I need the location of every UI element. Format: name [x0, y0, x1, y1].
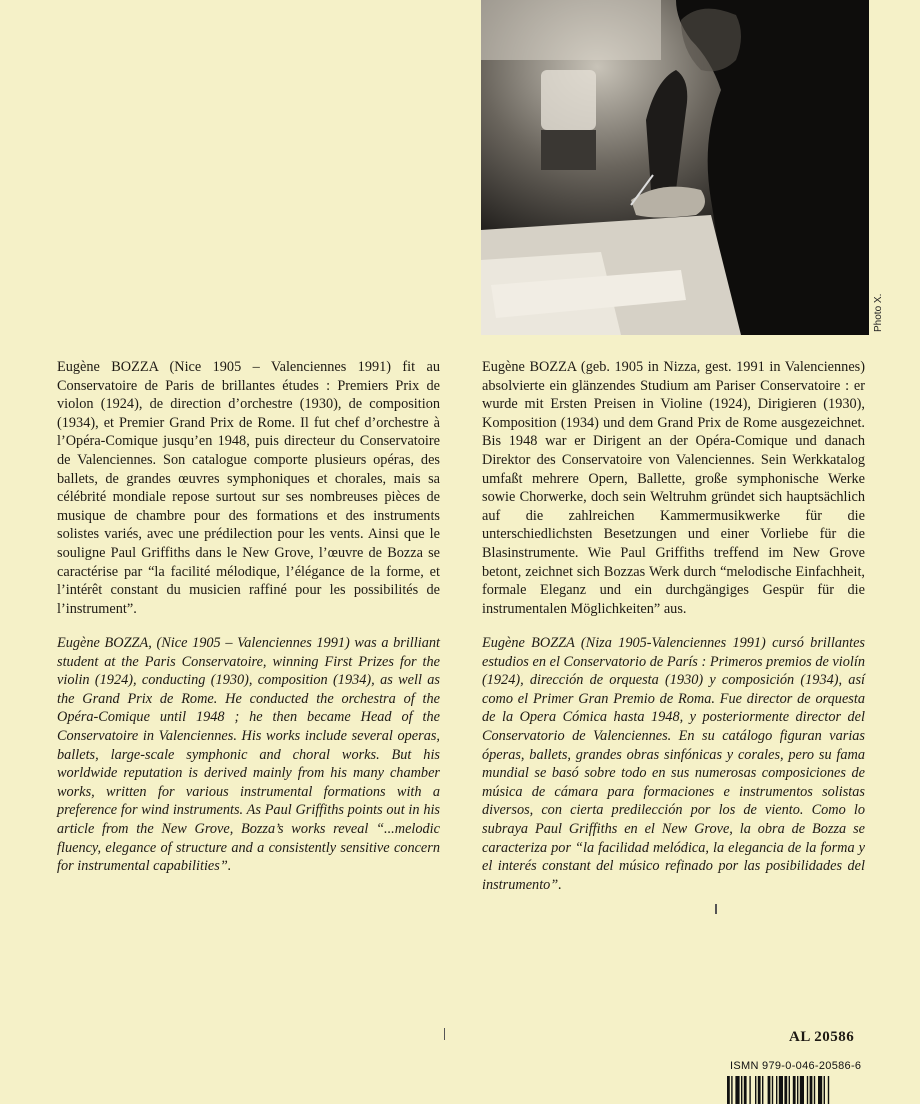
- barcode-bar: [779, 1076, 783, 1104]
- biography-german: [482, 358, 865, 618]
- barcode-bar: [814, 1076, 815, 1104]
- portrait-photo: [481, 0, 869, 335]
- photo-credit: Photo X.: [873, 293, 884, 332]
- barcode-bar: [762, 1076, 763, 1104]
- barcode-bar: [828, 1076, 829, 1104]
- print-mark: [715, 904, 717, 914]
- barcode-bar: [731, 1076, 732, 1104]
- biography-english-text: Eugène BOZZA, (Nice 1905 – Valenciennes 1991) was a brilliant student at the Paris Conservatoire, winning First Prizes for the violin (1924), conducting (1930), composition (1934), as well as the Grand Prix de Rome. He conducted the orchestra of the Opéra-Comique until 1948 ; he then became Head of the Conservatoire in Valenciennes. His works include several operas, ballets, large-scale symphonic and choral works. But his worldwide reputation is derived mainly from his many chamber works, written for various instrumental formations with a preference for wind instruments. As Paul Griffiths points out in his article from the New Grove, Bozza’s works reveal “...melodic fluency, elegance of structure and a consistently sensitive concern for instrumental capabilities”.: [57, 635, 440, 875]
- biography-french-text: Eugène BOZZA (Nice 1905 – Valenciennes 1991) fit au Conservatoire de Paris de brillantes études : Premiers Prix de violon (1924), de direction d’orchestre (1930), de composition (1934), et Premier Grand Prix de Rome. Il fut chef d’orchestre à l’Opéra-Comique jusqu’en 1948, puis directeur du Conservatoire de Valenciennes. Son catalogue comporte plusieurs opéras, des ballets, de grandes œuvres symphoniques et chorales, mais sa célébrité mondiale repose surtout sur ses nombreuses pièces de musique de chambre pour des formations et des instruments solistes variés, avec une prédilection pour les vents. Ainsi que le souligne Paul Griffiths dans le New Grove, l’œuvre de Bozza se caractérise par “la facilité mélodique, l’élégance de la forme, et l’intérêt constant du musicien raffiné pour les possibilités de l’instrument”.: [57, 359, 440, 617]
- barcode: [727, 1076, 877, 1104]
- isbn-label: ISMN 979-0-046-20586-6: [730, 1060, 862, 1072]
- barcode-bar: [789, 1076, 790, 1104]
- biography-spanish: [482, 634, 865, 894]
- barcode-bar: [768, 1076, 771, 1104]
- barcode-bar: [755, 1076, 756, 1104]
- barcode-bar: [807, 1076, 808, 1104]
- catalog-number: AL 20586: [789, 1029, 855, 1045]
- barcode-bar: [758, 1076, 761, 1104]
- portrait-illustration: [481, 0, 869, 335]
- biography-french: [57, 358, 440, 618]
- barcode-bar: [741, 1076, 742, 1104]
- barcode-bar: [744, 1076, 747, 1104]
- barcode-bar: [772, 1076, 773, 1104]
- biography-spanish-text: Eugène BOZZA (Niza 1905-Valenciennes 1991) cursó brillantes estudios en el Conservatorio de París : Primeros premios de violín (1924), dirección de orquesta (1930) y composición (1934), así como el Primer Gran Premio de Roma. Fue director de orquesta de la Opera Cómica hasta 1948, y posteriormente director del Conservatorio de Valenciennes. En su catálogo figuran varias óperas, ballets, grandes obras sinfónicas y corales, pero su fama mundial se basó sobre todo en sus numerosas composiciones de música de cámara para formaciones e instrumentos solistas diversos, con cierta predilección por los de viento. Como lo subraya Paul Griffiths en el New Grove, la obra de Bozza se caracteriza por “la facilidad melódica, la elegancia de la forma y el interés constant del músico refinado por las posibilidades del instrumento”.: [482, 635, 865, 893]
- biography-english: [57, 634, 440, 876]
- barcode-bar: [800, 1076, 804, 1104]
- print-mark: [444, 1028, 445, 1040]
- barcode-bar: [776, 1076, 777, 1104]
- barcode-bar: [735, 1076, 739, 1104]
- barcode-bar: [749, 1076, 750, 1104]
- barcode-bar: [818, 1076, 822, 1104]
- barcode-bar: [727, 1076, 730, 1104]
- barcode-bar: [824, 1076, 825, 1104]
- barcode-bar: [784, 1076, 787, 1104]
- barcode-bar: [810, 1076, 813, 1104]
- barcode-bar: [793, 1076, 796, 1104]
- biography-german-text: Eugène BOZZA (geb. 1905 in Nizza, gest. 1991 in Valenciennes) absolvierte ein glänzendes Studium am Pariser Conservatoire : er wurde mit Ersten Preisen in Violine (1924), Dirigieren (1930), Komposition (1934) und dem Grand Prix de Rome ausgezeichnet. Bis 1948 war er Dirigent an der Opéra-Comique und danach Direktor des Conservatoire von Valenciennes. Sein Werkkatalog umfaßt mehrere Opern, Ballette, große symphonische Werke sowie Chorwerke, doch sein Weltruhm gründet sich hauptsächlich auf die zahlreichen Kammermusikwerke für die unterschiedlichsten Besetzungen und einer Vorliebe für die Blasinstrumente. Wie Paul Griffiths treffend im New Grove betont, zeichnet sich Bozzas Werk durch “melodische Einfachheit, formale Eleganz und ein durchgängiges Gespür für die instrumentalen Möglichkeiten” aus.: [482, 359, 865, 617]
- barcode-bar: [797, 1076, 798, 1104]
